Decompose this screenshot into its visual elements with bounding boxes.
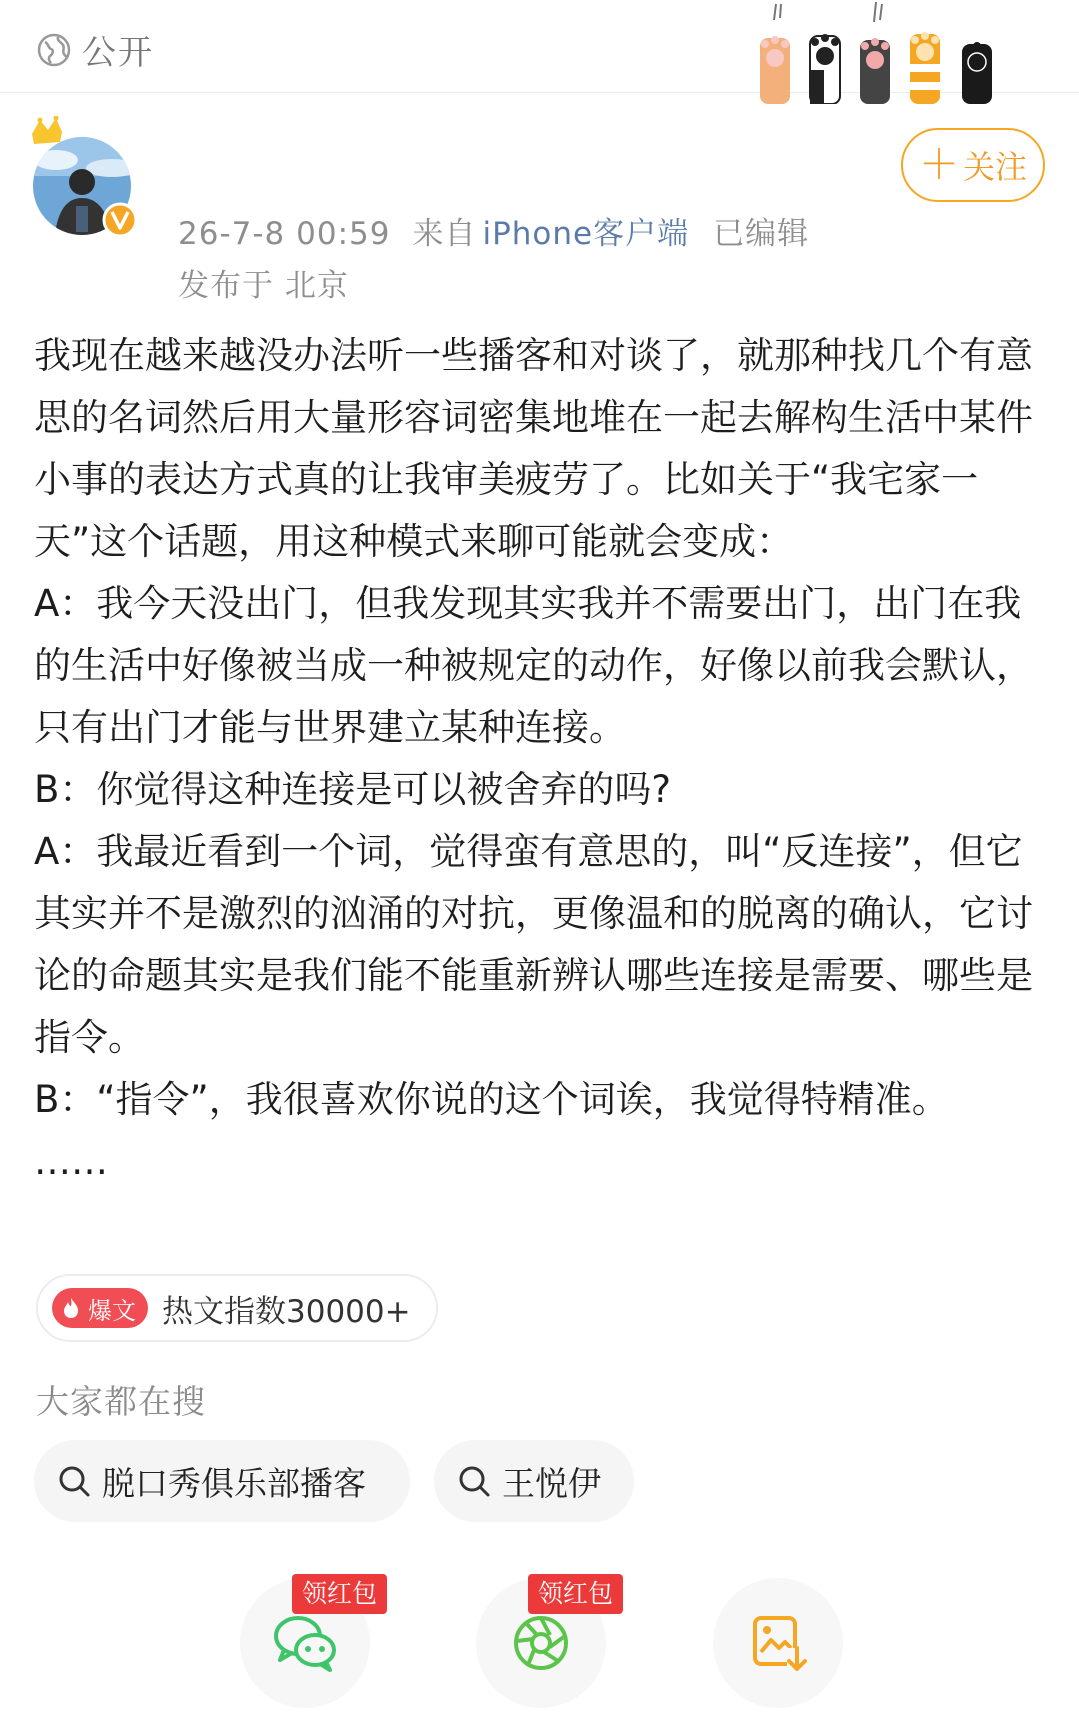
post-paragraph: 我现在越来越没办法听一些播客和对谈了，就那种找几个有意思的名词然后用大量形容词密集地堆在一起去解构生活中某件小事的表达方式真的让我审美疲劳了。比如关于“我宅家一天”这个话题，用这种模式来聊可能就会变成： [34, 334, 1033, 563]
post-meta [178, 208, 831, 253]
red-packet-tag: 领红包 [528, 1574, 623, 1614]
cat-paws-icon [750, 0, 1010, 104]
post-paragraph: …… [34, 1140, 108, 1183]
visibility-selector[interactable] [36, 25, 154, 74]
search-icon [456, 1463, 492, 1499]
plus-icon: ＋ [918, 142, 959, 188]
author-avatar[interactable] [26, 116, 148, 244]
post-paragraph: A：我最近看到一个词，觉得蛮有意思的，叫“反连接”，但它其实并不是激烈的汹涌的对抗，更像温和的脱离的确认，它讨论的命题其实是我们能不能重新辨认哪些连接是需要、哪些是指令。 [34, 830, 1033, 1059]
moments-icon [506, 1608, 576, 1678]
post-paragraph: A：我今天没出门，但我发现其实我并不需要出门，出门在我的生活中好像被当成一种被规定的动作，好像以前我会默认，只有出门才能与世界建立某种连接。 [34, 582, 1033, 749]
verified-v-icon [104, 204, 136, 236]
post-timestamp: 26-7-8 00:59 [178, 216, 391, 252]
search-heading: 大家都在搜 [36, 1382, 206, 1421]
wechat-icon [270, 1608, 340, 1678]
post-body [34, 325, 1034, 1193]
visibility-label: 公开 [82, 33, 154, 73]
follow-label: 关注 [962, 148, 1027, 186]
search-chip-label: 脱口秀俱乐部播客 [102, 1463, 366, 1503]
save-image-icon [743, 1608, 813, 1678]
post-paragraph: B：你觉得这种连接是可以被舍弃的吗? [34, 768, 672, 811]
search-chip-label: 王悦伊 [502, 1463, 601, 1503]
avatar-icon [26, 116, 148, 244]
source-app-link[interactable]: iPhone客户端 [482, 216, 690, 252]
globe-icon [36, 32, 72, 68]
boom-badge [52, 1288, 148, 1328]
post-paragraph: B：“指令”，我很喜欢你说的这个词诶，我觉得特精准。 [34, 1078, 949, 1121]
search-chip[interactable] [434, 1440, 634, 1522]
search-icon [56, 1463, 92, 1499]
follow-button[interactable] [901, 128, 1045, 202]
edited-label[interactable]: 已编辑 [713, 216, 810, 252]
hot-index-pill[interactable] [36, 1274, 438, 1342]
top-bar [0, 0, 1079, 93]
source-prefix: 来自 [412, 216, 477, 252]
red-packet-tag: 领红包 [292, 1574, 387, 1614]
search-chip[interactable] [34, 1440, 410, 1522]
fire-icon [60, 1297, 82, 1319]
crown-icon [32, 116, 62, 144]
hot-index-text: 热文指数30000+ [162, 1293, 411, 1330]
post-location: 发布于 北京 [178, 268, 349, 304]
save-image-button[interactable] [713, 1578, 843, 1708]
boom-badge-label: 爆文 [88, 1296, 136, 1325]
